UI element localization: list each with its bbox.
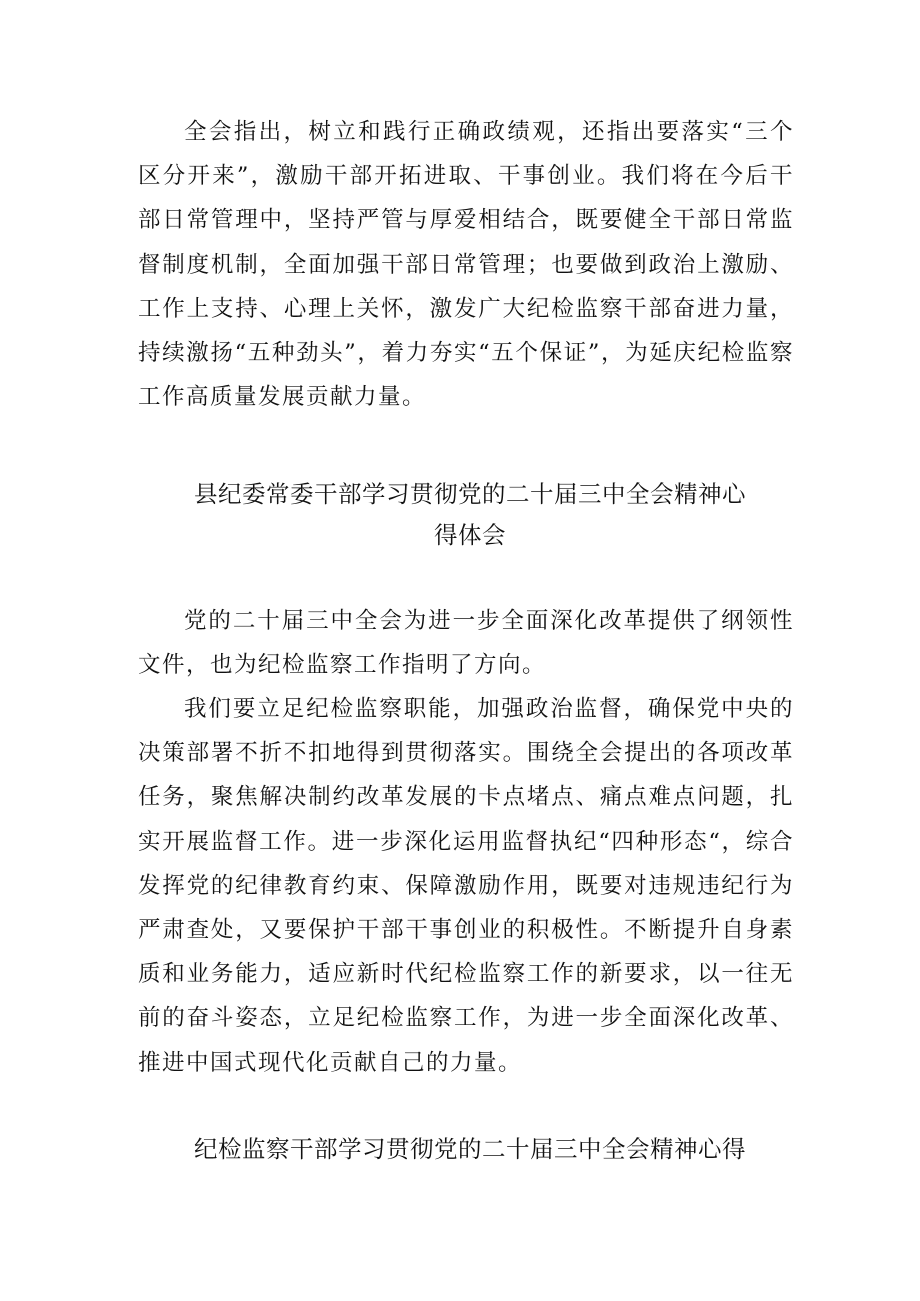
body-paragraph: 党的二十届三中全会为进一步全面深化改革提供了纲领性文件，也为纪检监察工作指明了方向。 xyxy=(138,608,794,679)
body-paragraph: 全会指出，树立和践行正确政绩观，还指出要落实“三个区分开来”，激励干部开拓进取、干事创业。我们将在今后干部日常管理中，坚持严管与厚爱相结合，既要健全干部日常监督制度机制，全面加强干部日常管理；也要做到政治上激励、工作上支持、心理上关怀，激发广大纪检监察干部奋进力量，持续激扬“五种劲头”，着力夯实“五个保证”，为延庆纪检监察工作高质量发展贡献力量。 xyxy=(138,119,794,411)
section-heading: 纪检监察干部学习贯彻党的二十届三中全会精神心得 xyxy=(194,1135,746,1163)
section-heading xyxy=(110,474,830,556)
section-heading-line: 县纪委常委干部学习贯彻党的二十届三中全会精神心 xyxy=(194,480,746,508)
body-paragraph: 我们要立足纪检监察职能，加强政治监督，确保党中央的决策部署不折不扣地得到贯彻落实。围绕全会提出的各项改革任务，聚焦解决制约改革发展的卡点堵点、痛点难点问题，扎实开展监督工作。进一步深化运用监督执纪“四种形态“，综合发挥党的纪律教育约束、保障激励作用，既要对违规违纪行为严肃查处，又要保护干部干事创业的积极性。不断提升自身素质和业务能力，适应新时代纪检监察工作的新要求，以一往无前的奋斗姿态，立足纪检监察工作，为进一步全面深化改革、推进中国式现代化贡献自己的力量。 xyxy=(138,696,794,1076)
section-heading-line: 得体会 xyxy=(434,521,506,549)
